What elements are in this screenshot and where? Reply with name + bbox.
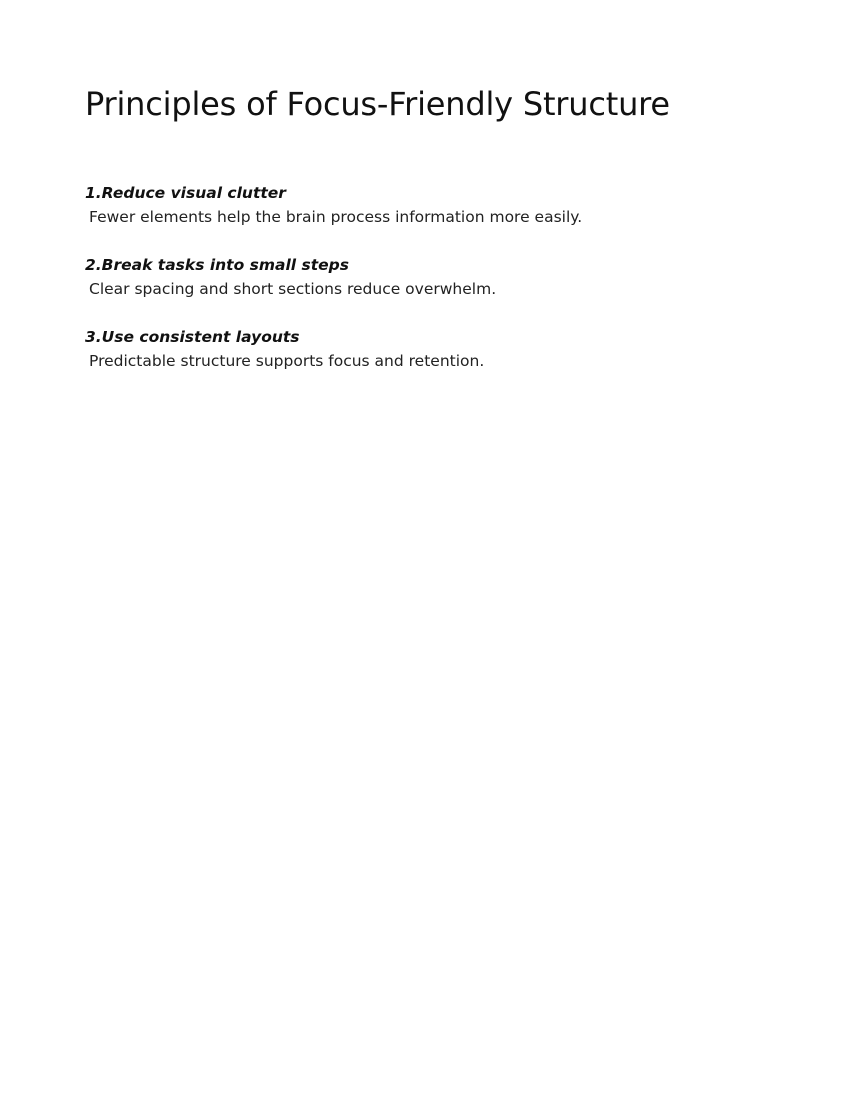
page-title: Principles of Focus-Friendly Structure: [85, 85, 670, 123]
principle-description-1: Fewer elements help the brain process information more easily.: [89, 208, 583, 226]
principle-heading-1: 1.Reduce visual clutter: [85, 184, 286, 202]
principle-heading-2: 2.Break tasks into small steps: [85, 256, 349, 274]
principle-description-2: Clear spacing and short sections reduce overwhelm.: [89, 280, 497, 298]
principles-list: [85, 182, 785, 398]
principle-description-3: Predictable structure supports focus and retention.: [89, 352, 485, 370]
principle-item-2: [85, 254, 785, 300]
principle-heading-3: 3.Use consistent layouts: [85, 328, 300, 346]
principle-item-1: [85, 182, 785, 228]
principle-item-3: [85, 326, 785, 372]
